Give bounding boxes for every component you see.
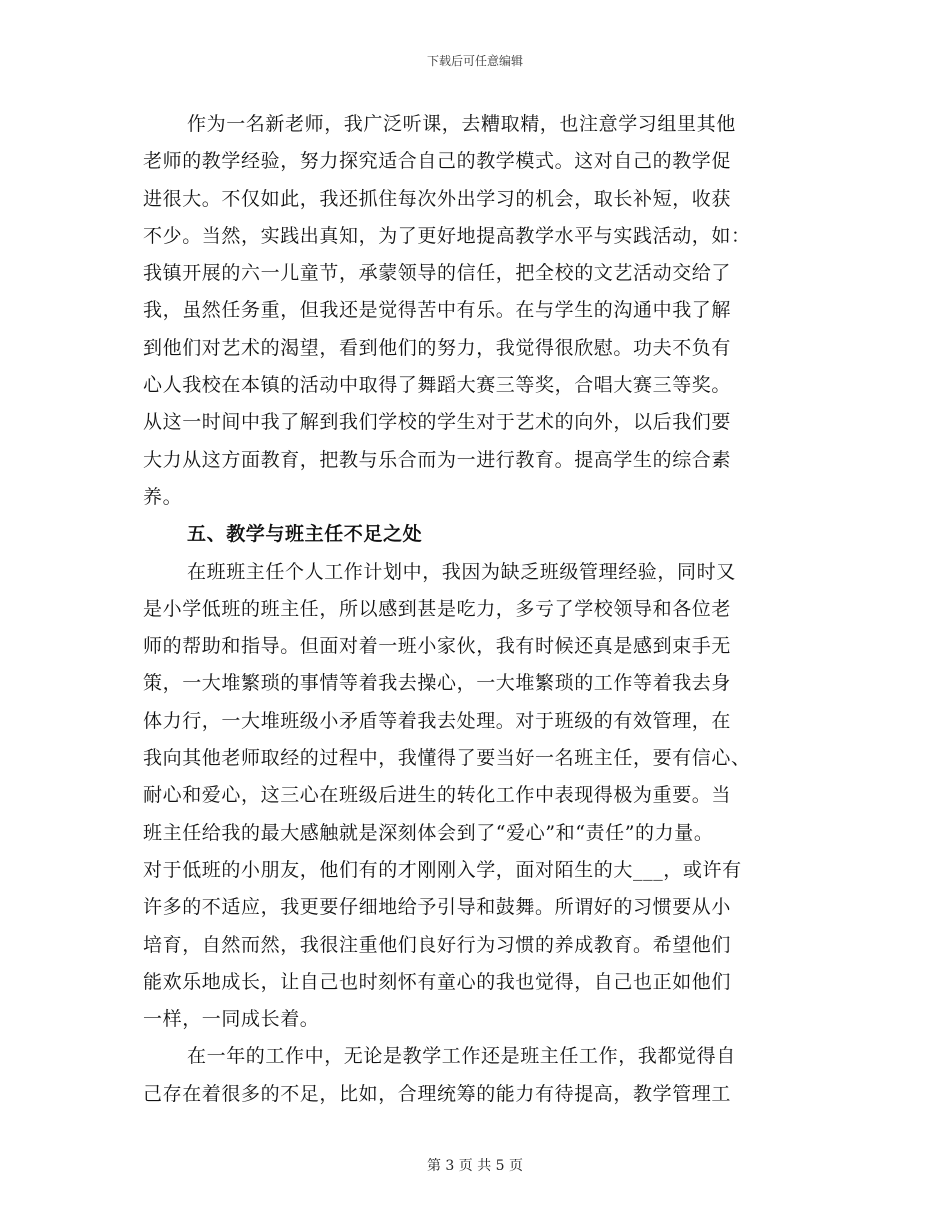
paragraph-line: 我镇开展的六一儿童节，承蒙领导的信任，把全校的文艺活动交给了 — [143, 262, 732, 285]
paragraph-line: 心人我校在本镇的活动中取得了舞蹈大赛三等奖，合唱大赛三等奖。 — [143, 374, 732, 397]
page-header: 下载后可任意编辑 — [426, 54, 523, 68]
document-body — [143, 106, 809, 1113]
paragraph-line: 到他们对艺术的渴望，看到他们的努力，我觉得很欣慰。功夫不负有 — [143, 336, 732, 359]
paragraph-line: 体力行，一大堆班级小矛盾等着我去处理。对于班级的有效管理，在 — [143, 709, 732, 732]
paragraph-line: 耐心和爱心，这三心在班级后进生的转化工作中表现得极为重要。当 — [143, 784, 732, 807]
paragraph-line: 班主任给我的最大感触就是深刻体会到了“爱心”和“责任”的力量。 — [143, 821, 714, 844]
paragraph-line: 一样，一同成长着。 — [143, 1008, 320, 1031]
paragraph-line: 作为一名新老师，我广泛听课，去糟取精，也注意学习组里其他 — [187, 113, 736, 135]
paragraph-line: 老师的教学经验，努力探究适合自己的教学模式。这对自己的教学促 — [143, 150, 732, 173]
paragraph-line: 在一年的工作中，无论是教学工作还是班主任工作，我都觉得自 — [187, 1045, 736, 1068]
paragraph-line: 我，虽然任务重，但我还是觉得苦中有乐。在与学生的沟通中我了解 — [143, 299, 732, 322]
paragraph-line: 策，一大堆繁琐的事情等着我去操心，一大堆繁琐的工作等着我去身 — [143, 672, 732, 695]
paragraph-line: 己存在着很多的不足，比如，合理统筹的能力有待提高，教学管理工 — [143, 1082, 732, 1105]
paragraph-line: 培育，自然而然，我很注重他们良好行为习惯的养成教育。希望他们 — [143, 933, 732, 956]
paragraph-line: 对于低班的小朋友，他们有的才刚刚入学，面对陌生的大___，或许有 — [143, 858, 742, 881]
section-heading: 五、教学与班主任不足之处 — [187, 523, 423, 546]
page-footer: 第 3 页 共 5 页 — [426, 1158, 524, 1174]
paragraph-line: 不少。当然，实践出真知，为了更好地提高教学水平与实践活动，如： — [143, 224, 751, 247]
paragraph-line: 我向其他老师取经的过程中，我懂得了要当好一名班主任，要有信心、 — [143, 747, 751, 770]
paragraph-line: 在班班主任个人工作计划中，我因为缺乏班级管理经验，同时又 — [187, 560, 736, 583]
paragraph-line: 能欢乐地成长，让自己也时刻怀有童心的我也觉得，自己也正如他们 — [143, 970, 732, 993]
paragraph-line: 养。 — [143, 485, 183, 508]
paragraph-line: 大力从这方面教育，把教与乐合而为一进行教育。提高学生的综合素 — [143, 448, 732, 471]
paragraph-line: 从这一时间中我了解到我们学校的学生对于艺术的向外，以后我们要 — [143, 411, 732, 434]
paragraph-line: 进很大。不仅如此，我还抓住每次外出学习的机会，取长补短，收获 — [143, 187, 732, 210]
paragraph-line: 许多的不适应，我更要仔细地给予引导和鼓舞。所谓好的习惯要从小 — [143, 896, 732, 919]
paragraph-line: 师的帮助和指导。但面对着一班小家伙，我有时候还真是感到束手无 — [143, 635, 732, 658]
paragraph-line: 是小学低班的班主任，所以感到甚是吃力，多亏了学校领导和各位老 — [143, 597, 732, 620]
